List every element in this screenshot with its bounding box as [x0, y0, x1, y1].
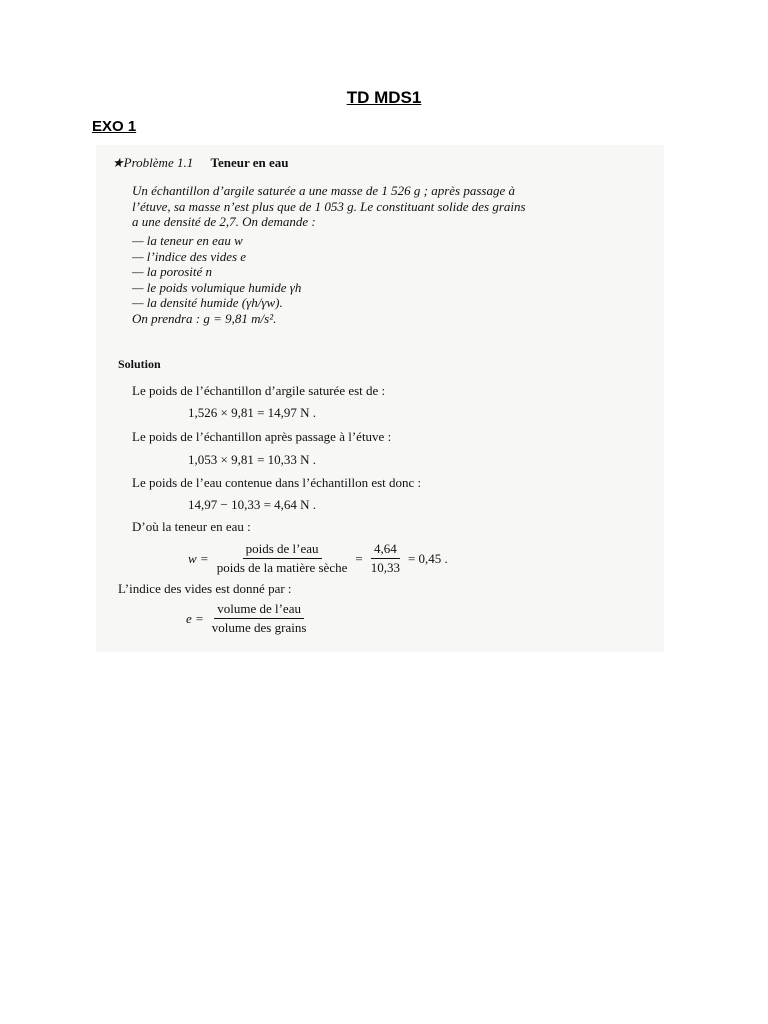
- document-title: TD MDS1: [346, 88, 422, 107]
- demand-item: — la densité humide (γh/γw).: [132, 295, 283, 310]
- void-ratio-formula: [186, 601, 314, 636]
- fraction-denominator: poids de la matière sèche: [216, 560, 348, 575]
- demand-list: [132, 233, 301, 311]
- fraction: [214, 541, 351, 576]
- solution-heading: Solution: [118, 357, 161, 371]
- fraction-denominator: volume des grains: [211, 620, 307, 635]
- fraction-denominator: 10,33: [370, 560, 400, 575]
- given-constant: On prendra : g = 9,81 m/s².: [132, 311, 277, 326]
- problem-statement: [132, 183, 656, 230]
- demand-item: — la teneur en eau w: [132, 233, 243, 248]
- fraction-numerator: 4,64: [371, 541, 400, 559]
- problem-number: ★Problème 1.1: [112, 155, 194, 170]
- fraction-numerator: poids de l’eau: [243, 541, 322, 559]
- water-content-formula: [188, 541, 448, 576]
- fraction: [209, 601, 310, 636]
- formula-equals: =: [355, 550, 363, 566]
- exercise-heading: EXO 1: [92, 118, 137, 135]
- statement-line: l’étuve, sa masse n’est plus que de 1 053 g. Le constituant solide des grains: [132, 198, 526, 214]
- formula-result: = 0,45 .: [407, 550, 448, 566]
- solution-text: Le poids de l’échantillon d’argile saturée est de :: [132, 383, 386, 398]
- demand-item: — le poids volumique humide γh: [132, 279, 302, 295]
- solution-text: L’indice des vides est donné par :: [118, 581, 292, 596]
- solution-equation: 1,053 × 9,81 = 10,33 N .: [188, 452, 317, 467]
- solution-equation: 14,97 − 10,33 = 4,64 N .: [188, 497, 317, 512]
- formula-lhs: w =: [188, 550, 209, 566]
- demand-item: — l’indice des vides e: [132, 248, 247, 264]
- solution-text: D’où la teneur en eau :: [132, 519, 251, 534]
- problem-heading: [112, 155, 288, 171]
- solution-text: Le poids de l’eau contenue dans l’échantillon est donc :: [132, 475, 422, 490]
- scanned-page: [96, 145, 664, 652]
- problem-title: Teneur en eau: [210, 155, 289, 170]
- solution-equation: 1,526 × 9,81 = 14,97 N .: [188, 405, 317, 420]
- fraction-numerator: volume de l’eau: [214, 601, 304, 619]
- fraction: [368, 541, 403, 576]
- statement-line: Un échantillon d’argile saturée a une masse de 1 526 g ; après passage à: [132, 183, 515, 198]
- statement-line: a une densité de 2,7. On demande :: [132, 214, 316, 229]
- formula-lhs: e =: [186, 610, 204, 626]
- demand-item: — la porosité n: [132, 264, 213, 279]
- solution-text: Le poids de l’échantillon après passage à l’étuve :: [132, 429, 392, 444]
